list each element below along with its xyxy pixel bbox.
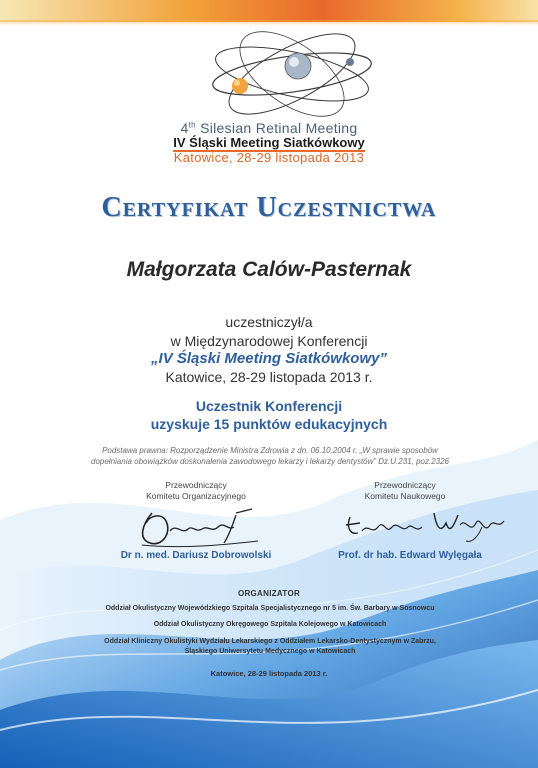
- award-line-1: Uczestnik Konferencji: [195, 398, 343, 414]
- organizer-heading: ORGANIZATOR: [237, 589, 301, 598]
- legal-basis-line-2: dopełniania obowiązków doskonalenia zawodowego lekarzy i lekarzy dentystów” Dz.U.231, poz.2326: [91, 457, 449, 466]
- right-signatory-role: [305, 480, 505, 502]
- organizer-line-3: Oddział Kliniczny Okulistyki Wydziału Lekarskiego z Oddziałem Lekarsko-Dentystycznym w Zabrzu,: [104, 638, 436, 645]
- organizer-line-1: Oddział Okulistyczny Wojewódzkiego Szpitala Specjalistycznego nr 5 im. Św. Barbary w Sosnowcu: [105, 605, 435, 612]
- right-role-line-1: Przewodniczący: [374, 480, 436, 490]
- award-points: uzyskuje 15 punktów edukacyjnych: [150, 416, 388, 432]
- right-role-line-2: Komitetu Naukowego: [364, 491, 446, 501]
- organizer-line-4: Śląskiego Uniwersytetu Medycznego w Katowicach: [184, 648, 356, 655]
- participation-text: uczestniczył/a: [225, 314, 313, 330]
- signature-dobrowolski: [132, 505, 262, 549]
- conference-intro: w Międzynarodowej Konferencji: [170, 333, 368, 349]
- left-role-line-1: Przewodniczący: [165, 480, 227, 490]
- conference-name: „IV Śląski Meeting Siatkówkowy”: [151, 350, 387, 367]
- left-signatory-role: [96, 480, 296, 502]
- meeting-title-english: 4th Silesian Retinal Meeting: [180, 120, 358, 136]
- participant-name: Małgorzata Calów-Pasternak: [126, 258, 412, 281]
- top-decorative-band: [0, 0, 538, 22]
- signature-wylegala: [342, 505, 512, 545]
- right-signatory-name: Prof. dr hab. Edward Wylęgała: [338, 550, 482, 561]
- meeting-date-place: Katowice, 28-29 listopada 2013: [173, 150, 365, 165]
- organizer-line-2: Oddział Okulistyczny Okręgowego Szpitala Kolejowego w Katowicach: [153, 621, 387, 628]
- legal-basis-line-1: Podstawa prawna: Rozporządzenie Ministra Zdrowia z dn. 06.10.2004 r. „W sprawie sposobów: [102, 446, 438, 455]
- left-role-line-2: Komitetu Organizacyjnego: [146, 491, 246, 501]
- issue-date: Katowice, 28-29 listopada 2013 r.: [210, 669, 328, 678]
- certificate-title: Certyfikat Uczestnictwa: [101, 192, 437, 223]
- conference-date: Katowice, 28-29 listopada 2013 r.: [165, 369, 373, 385]
- left-signatory-name: Dr n. med. Dariusz Dobrowolski: [120, 550, 272, 561]
- meeting-title-polish: IV Śląski Meeting Siatkówkowy: [173, 135, 365, 150]
- atom-orbit-logo: [200, 28, 380, 120]
